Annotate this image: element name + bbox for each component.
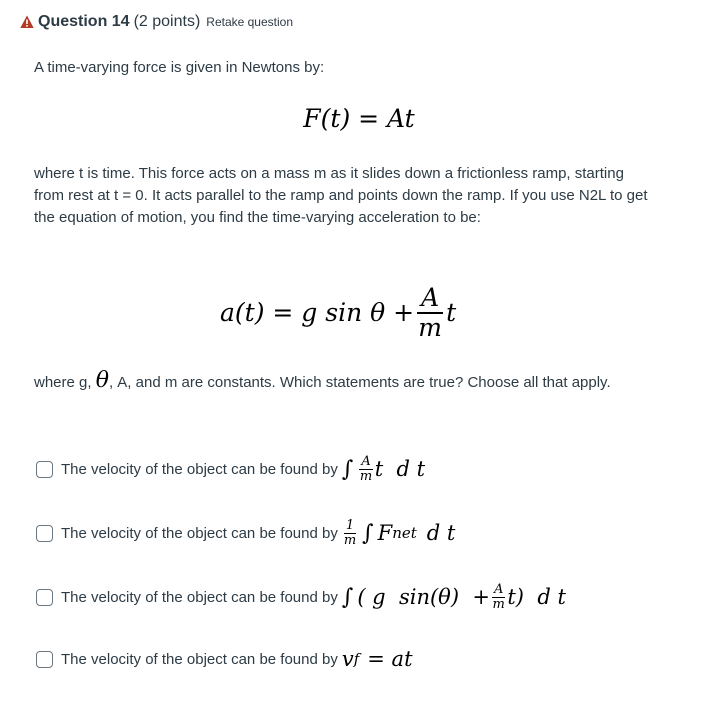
checkbox[interactable]: [36, 525, 53, 542]
force-symbol: F: [377, 521, 393, 546]
force-equation: F(t) = At: [303, 104, 415, 133]
acceleration-fraction: [417, 284, 443, 341]
answer-option-4[interactable]: [36, 647, 413, 671]
option-math: [342, 583, 566, 611]
velocity-subscript: f: [353, 650, 360, 668]
answer-option-1[interactable]: [36, 455, 425, 483]
option-label: The velocity of the object can be found by: [61, 460, 338, 478]
option-fraction: [492, 583, 505, 611]
answer-option-2[interactable]: [36, 519, 455, 547]
integral-symbol: ∫: [341, 456, 354, 482]
retake-question-link[interactable]: Retake question: [206, 15, 294, 29]
fraction-denominator: m: [343, 532, 357, 548]
option-label: The velocity of the object can be found by: [61, 588, 338, 606]
question-prompt: [34, 370, 654, 394]
fraction-numerator: A: [417, 284, 443, 314]
option-math: [342, 455, 425, 483]
theta-symbol: θ: [95, 368, 109, 393]
acceleration-lhs: a(t) = g sin θ +: [220, 298, 415, 327]
prompt-text-rest: , A, and m are constants. Which statements are true? Choose all that apply.: [108, 374, 611, 391]
option-open: ( g sin(θ) +: [357, 585, 490, 610]
integral-symbol: ∫: [362, 520, 374, 546]
option-tail: t d t: [374, 457, 426, 482]
answer-option-3[interactable]: [36, 583, 566, 611]
fraction-numerator: 1: [345, 518, 355, 533]
force-subscript: net: [392, 524, 417, 543]
integral-symbol: ∫: [341, 584, 354, 610]
fraction-denominator: m: [359, 468, 373, 484]
checkbox[interactable]: [36, 589, 53, 606]
question-points: (2 points): [133, 13, 201, 30]
acceleration-tail: t: [446, 298, 457, 327]
acceleration-equation: [220, 284, 456, 341]
question-header: [20, 10, 293, 34]
option-fraction: [344, 519, 356, 547]
warning-icon: [20, 15, 34, 29]
option-tail: d t: [426, 521, 456, 546]
question-title: Question 14: [38, 13, 130, 30]
option-fraction: [359, 455, 372, 483]
checkbox[interactable]: [36, 461, 53, 478]
checkbox[interactable]: [36, 651, 53, 668]
question-body: where t is time. This force acts on a mass m as it slides down a frictionless ramp, starting from rest at t = 0. It acts parallel to the ramp and points down the ramp. If you use N2L to get the equation of motion, you find the time-varying acceleration to be:: [34, 165, 648, 226]
option-label: The velocity of the object can be found by: [61, 524, 338, 542]
velocity-symbol: v: [341, 647, 354, 671]
option-math: [342, 519, 456, 547]
option-math: [342, 647, 413, 671]
option-label: The velocity of the object can be found by: [61, 650, 338, 668]
fraction-numerator: A: [493, 582, 504, 597]
question-intro: A time-varying force is given in Newtons by:: [34, 59, 325, 76]
prompt-text: where g,: [34, 374, 92, 391]
fraction-denominator: m: [418, 312, 442, 342]
fraction-denominator: m: [492, 596, 505, 612]
fraction-numerator: A: [361, 454, 371, 469]
option-tail: t) d t: [507, 585, 566, 610]
option-tail: = at: [367, 647, 413, 671]
